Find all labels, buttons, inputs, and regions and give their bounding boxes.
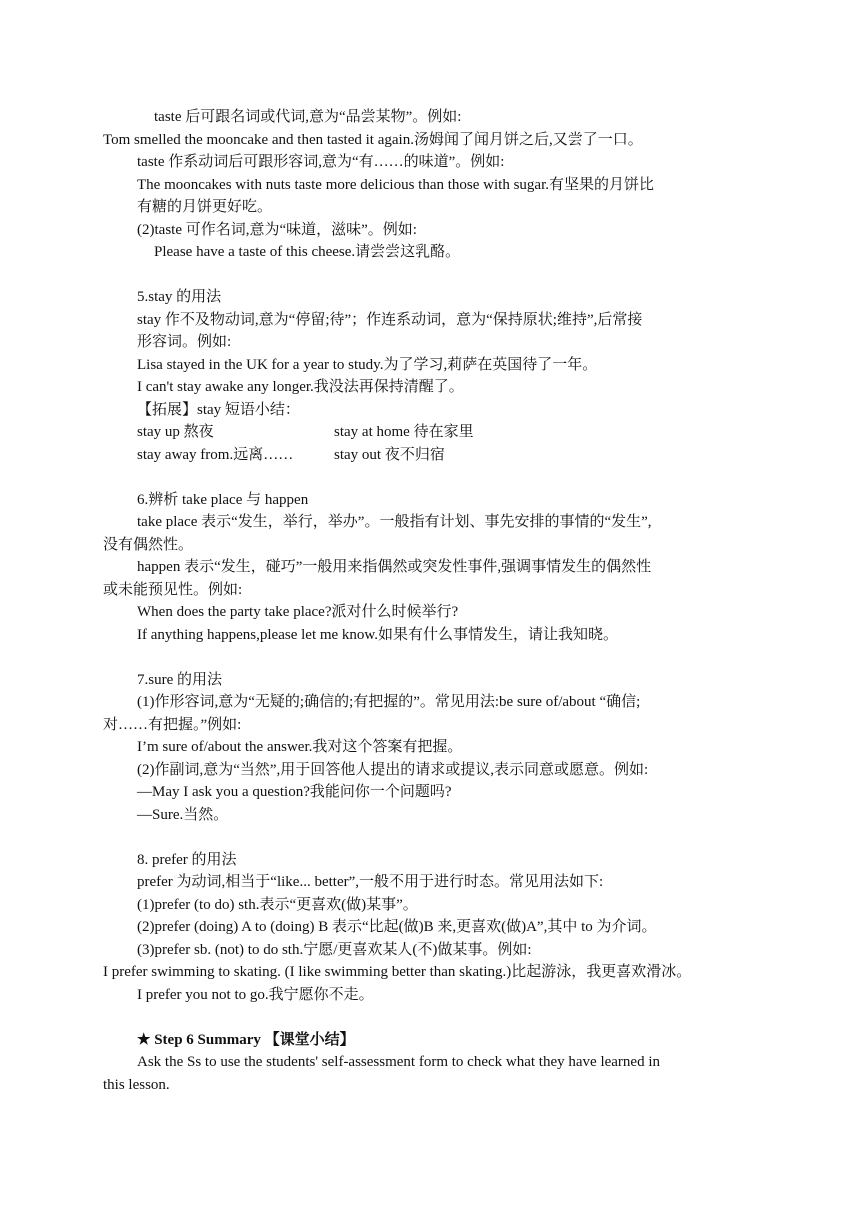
section-heading: 7.sure 的用法 [137, 672, 222, 688]
text-line: I can't stay awake any longer.我没法再保持清醒了。 [137, 379, 464, 395]
text-line: Please have a taste of this cheese.请尝尝这乳酪。 [154, 244, 461, 260]
text-line: happen 表示“发生，碰巧”一般用来指偶然或突发性事件,强调事情发生的偶然性 [137, 559, 652, 575]
section-heading: 8. prefer 的用法 [137, 852, 237, 868]
text-line: (2)taste 可作名词,意为“味道，滋味”。例如: [137, 222, 417, 238]
section-heading: 6.辨析 take place 与 happen [137, 492, 309, 508]
text-line: —May I ask you a question?我能问你一个问题吗? [137, 784, 452, 800]
text-line: (2)作副词,意为“当然”,用于回答他人提出的请求或提议,表示同意或愿意。例如: [137, 762, 649, 778]
text-line: (1)作形容词,意为“无疑的;确信的;有把握的”。常见用法:be sure of/about “确信; [137, 694, 641, 710]
text-line: taste 后可跟名词或代词,意为“品尝某物”。例如: [154, 109, 462, 125]
text-line: The mooncakes with nuts taste more delicious than those with sugar.有坚果的月饼比 [137, 177, 655, 193]
text-line: Ask the Ss to use the students' self-assessment form to check what they have learned in [137, 1054, 660, 1070]
phrase-item: stay up 熬夜 [137, 424, 214, 440]
text-line: 有糖的月饼更好吃。 [137, 199, 273, 215]
text-line: prefer 为动词,相当于“like... better”,一般不用于进行时态。常见用法如下: [137, 874, 604, 890]
text-line: Lisa stayed in the UK for a year to study.为了学习,莉萨在英国待了一年。 [137, 357, 598, 373]
text-line: 没有偶然性。 [103, 537, 194, 553]
text-line: this lesson. [103, 1077, 170, 1093]
text-line: 或未能预见性。例如: [103, 582, 243, 598]
text-line: take place 表示“发生，举行，举办”。一般指有计划、事先安排的事情的“发生”, [137, 514, 652, 530]
text-line: (3)prefer sb. (not) to do sth.宁愿/更喜欢某人(不)做某事。例如: [137, 942, 532, 958]
text-line: 【拓展】stay 短语小结： [137, 402, 300, 418]
section-heading: 5.stay 的用法 [137, 289, 222, 305]
step-heading: ★ Step 6 Summary 【课堂小结】 [137, 1032, 355, 1048]
text-line: —Sure.当然。 [137, 807, 229, 823]
text-line: stay 作不及物动词,意为“停留;待”；作连系动词，意为“保持原状;维持”,后常接 [137, 312, 643, 328]
text-line: I prefer swimming to skating. (I like swimming better than skating.)比起游泳，我更喜欢滑冰。 [103, 964, 692, 980]
text-line: 对……有把握。”例如: [103, 717, 242, 733]
text-line: When does the party take place?派对什么时候举行? [137, 604, 459, 620]
phrase-item: stay away from.远离…… [137, 447, 294, 463]
text-line: (1)prefer (to do) sth.表示“更喜欢(做)某事”。 [137, 897, 418, 913]
phrase-item: stay at home 待在家里 [334, 424, 474, 440]
text-line: I’m sure of/about the answer.我对这个答案有把握。 [137, 739, 463, 755]
phrase-item: stay out 夜不归宿 [334, 447, 445, 463]
text-line: taste 作系动词后可跟形容词,意为“有……的味道”。例如: [137, 154, 505, 170]
text-line: (2)prefer (doing) A to (doing) B 表示“比起(做)B 来,更喜欢(做)A”,其中 to 为介词。 [137, 919, 657, 935]
text-line: If anything happens,please let me know.如果有什么事情发生，请让我知晓。 [137, 627, 619, 643]
text-line: Tom smelled the mooncake and then tasted it again.汤姆闻了闻月饼之后,又尝了一口。 [103, 132, 643, 148]
text-line: 形容词。例如: [137, 334, 232, 350]
text-line: I prefer you not to go.我宁愿你不走。 [137, 987, 374, 1003]
